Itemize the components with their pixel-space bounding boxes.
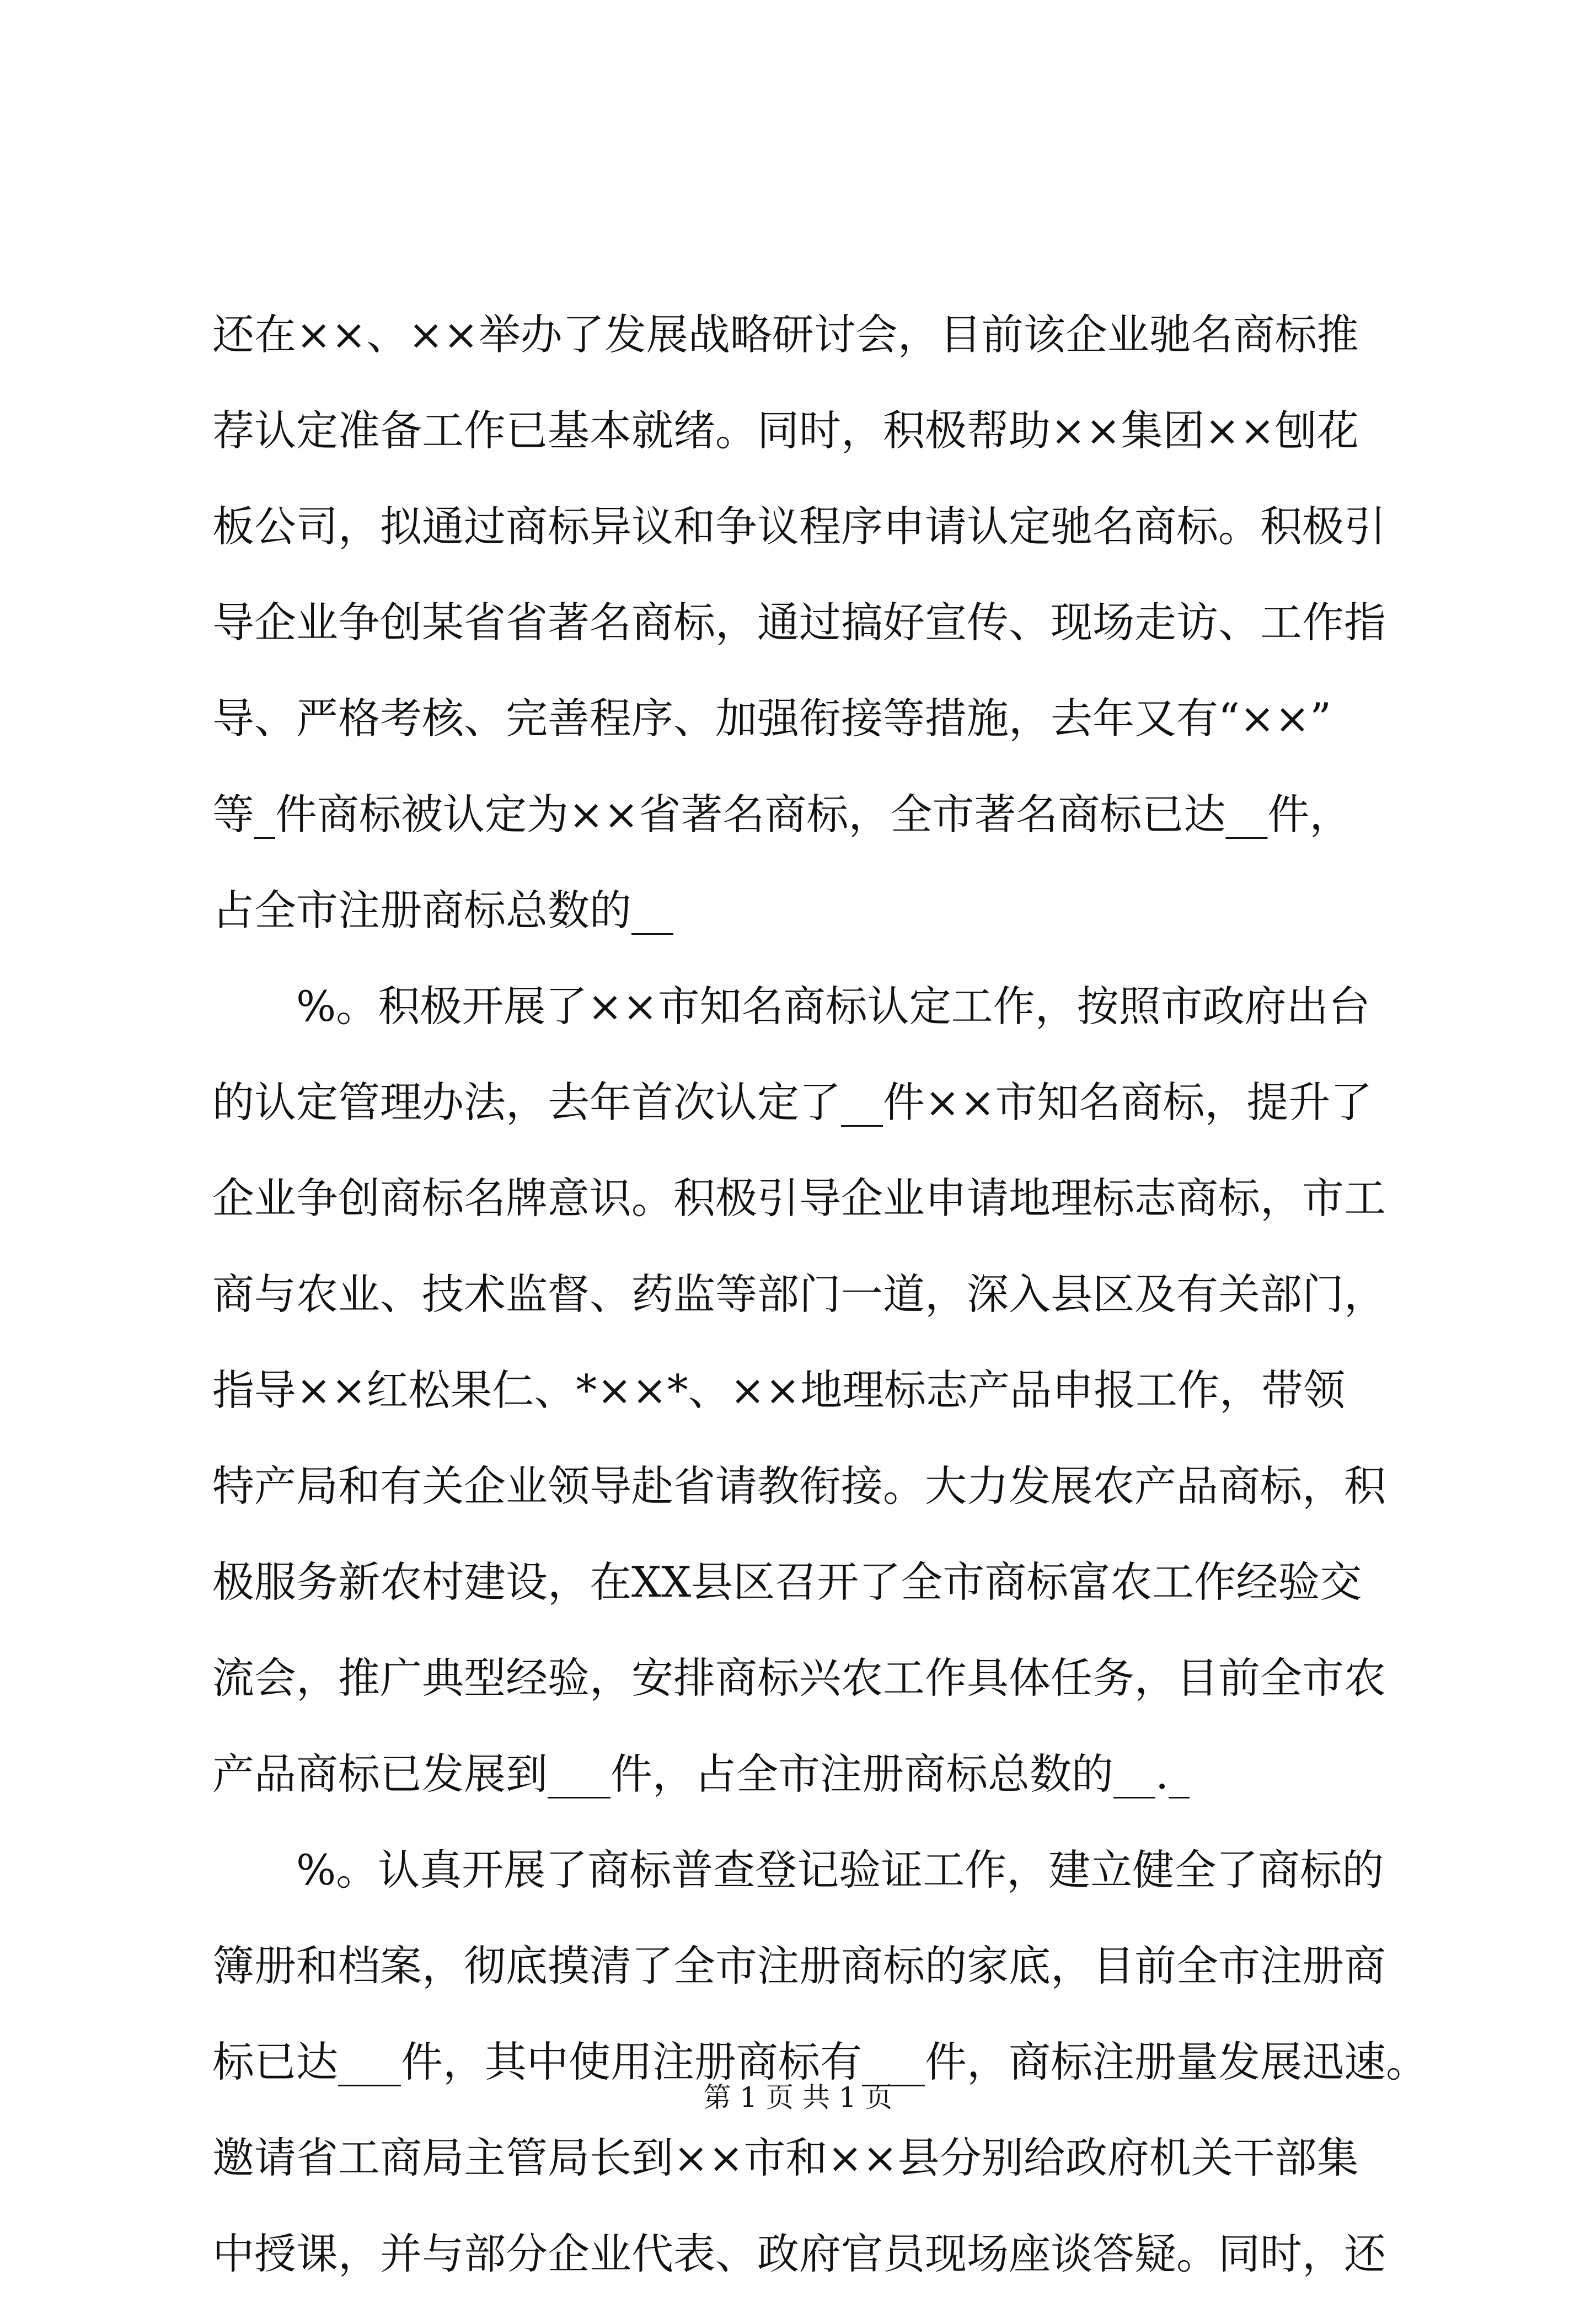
paragraph-3 bbox=[212, 1822, 1428, 2302]
paragraph-1 bbox=[212, 287, 1404, 959]
text-line: 占全市注册商标总数的__ bbox=[212, 886, 673, 935]
text-line: 导、严格考核、完善程序、加强衔接等措施，去年又有“××” bbox=[212, 694, 1332, 743]
text-line: 中授课，并与部分企业代表、政府官员现场座谈答疑。同时，还 bbox=[212, 2229, 1386, 2278]
text-line: 还在××、××举办了发展战略研讨会，目前该企业驰名商标推 bbox=[212, 310, 1359, 359]
text-line: %。积极开展了××市知名商标认定工作，按照市政府出台 bbox=[296, 982, 1370, 1031]
page-number-label: 第 1 页 共 1 页 bbox=[703, 2081, 893, 2113]
page-footer bbox=[0, 2078, 1596, 2117]
text-line: 产品商标已发展到___件，占全市注册商标总数的__._ bbox=[212, 1749, 1190, 1798]
text-line: 流会，推广典型经验，安排商标兴农工作具体任务，目前全市农 bbox=[212, 1653, 1386, 1703]
text-line: 的认定管理办法，去年首次认定了__件××市知名商标，提升了 bbox=[212, 1078, 1373, 1127]
text-line: 特产局和有关企业领导赴省请教衔接。大力发展农产品商标，积 bbox=[212, 1461, 1386, 1511]
body-text bbox=[212, 287, 1428, 2302]
paragraph-2 bbox=[212, 959, 1404, 1822]
text-line: 标已达___件，其中使用注册商标有___件，商标注册量发展迅速。 bbox=[212, 2037, 1428, 2086]
text-line: 等_件商标被认定为××省著名商标，全市著名商标已达__件， bbox=[212, 790, 1352, 839]
text-line: 荐认定准备工作已基本就绪。同时，积极帮助××集团××刨花 bbox=[212, 406, 1359, 455]
text-line: 导企业争创某省省著名商标，通过搞好宣传、现场走访、工作指 bbox=[212, 598, 1386, 647]
text-line: %。认真开展了商标普查登记验证工作，建立健全了商标的 bbox=[296, 1845, 1384, 1894]
text-line: 邀请省工商局主管局长到××市和××县分别给政府机关干部集 bbox=[212, 2133, 1359, 2182]
text-line: 企业争创商标名牌意识。积极引导企业申请地理标志商标，市工 bbox=[212, 1174, 1386, 1223]
text-line: 簿册和档案，彻底摸清了全市注册商标的家底，目前全市注册商 bbox=[212, 1941, 1386, 1990]
text-line: 商与农业、技术监督、药监等部门一道，深入县区及有关部门， bbox=[212, 1270, 1386, 1319]
text-line: 板公司，拟通过商标异议和争议程序申请认定驰名商标。积极引 bbox=[212, 502, 1386, 551]
text-line: 指导××红松果仁、*××*、××地理标志产品申报工作，带领 bbox=[212, 1366, 1346, 1415]
text-line: 极服务新农村建设，在XX县区召开了全市商标富农工作经验交 bbox=[212, 1557, 1362, 1607]
